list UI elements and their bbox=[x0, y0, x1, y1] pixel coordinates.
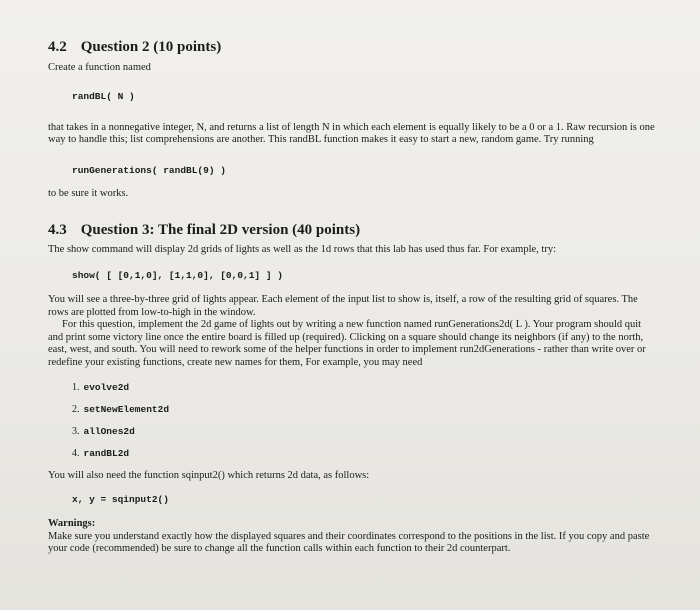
warnings-heading: Warnings: bbox=[48, 518, 96, 530]
q3-paragraph-3: You will also need the function sqinput2() which returns 2d data, as follows: bbox=[48, 469, 370, 481]
q3-intro: The show command will display 2d grids of lights as well as the 1d rows that this lab has used thus far. For example, try: bbox=[48, 244, 557, 256]
section-heading-q2 bbox=[48, 38, 656, 56]
list-item: 3. allOnes2d bbox=[72, 425, 135, 437]
section-title: Question 3: The final 2D version (40 points) bbox=[80, 222, 361, 239]
code-randbl: randBL( N ) bbox=[72, 90, 135, 102]
code-show: show( [ [0,1,0], [1,1,0], [0,0,1] ] ) bbox=[72, 269, 283, 281]
warnings-text: Make sure you understand exactly how the displayed squares and their coordinates correspond to the positions in the list. If you copy and paste your code (recommended) be sure to change all the function calls within each function to their 2d counterpart. bbox=[48, 530, 650, 555]
helper-function-list bbox=[72, 382, 656, 460]
q2-paragraph: that takes in a nonnegative integer, N, and returns a list of length N in which each element is equally likely to be a 0 or a 1. Raw recursion is one way to handle this; list comprehensions are another. This randBL function makes it easy to start a new, random game. Try running bbox=[48, 121, 655, 146]
section-title: Question 2 (10 points) bbox=[80, 39, 222, 55]
q2-outro: to be sure it works. bbox=[48, 187, 129, 199]
list-item: 4. randBL2d bbox=[72, 447, 130, 459]
code-sqinput2: x, y = sqinput2() bbox=[72, 494, 169, 506]
q2-intro: Create a function named bbox=[48, 62, 151, 73]
q3-paragraph-2: For this question, implement the 2d game of lights out by writing a new function named runGenerations2d( L ). Your program should quit and print some victory line once the entire board is filled up (required). Clicking on a square should change its neighbors (if any) to the north, east, west, and south. You will need to rework some of the helper functions in order to implement run2dGenerations - rather than write over or redefine your existing functions, create new names for them, For example, you may need bbox=[48, 319, 646, 368]
q3-paragraph-1: You will see a three-by-three grid of lights appear. Each element of the input list to show is, itself, a row of the resulting grid of squares. The rows are plotted from low-to-high in the window. bbox=[48, 293, 638, 318]
section-number: 4.3 bbox=[48, 222, 67, 239]
section-heading-q3 bbox=[48, 221, 656, 239]
list-item: 1. evolve2d bbox=[72, 381, 130, 393]
code-rungenerations: runGenerations( randBL(9) ) bbox=[72, 164, 226, 176]
section-number: 4.2 bbox=[48, 39, 67, 55]
list-item: 2. setNewElement2d bbox=[72, 403, 170, 415]
